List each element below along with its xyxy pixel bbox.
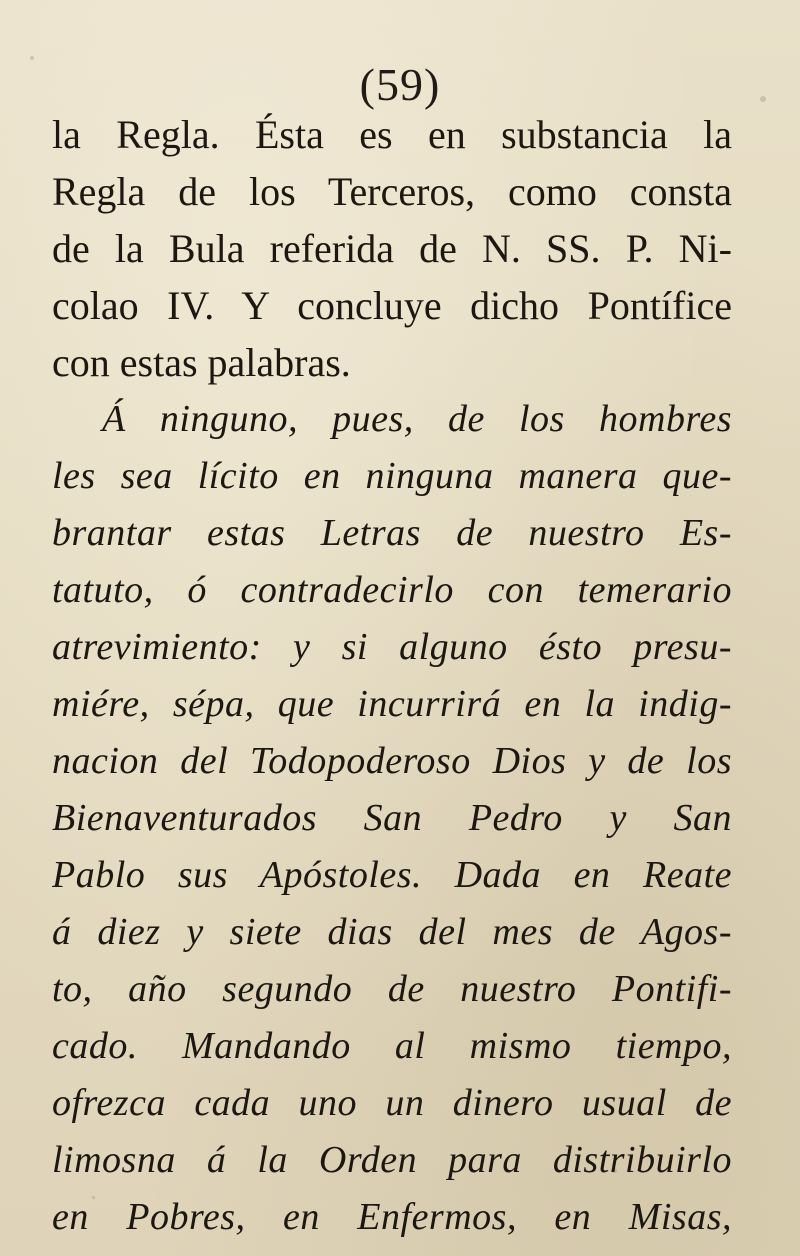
- text-line: cado. Mandando al mismo tiempo,: [52, 1025, 732, 1067]
- text-line: atrevimiento: y si alguno ésto presu-: [52, 626, 732, 668]
- text-line: brantar estas Letras de nuestro Es-: [52, 512, 732, 554]
- roman-paragraph: [52, 106, 732, 391]
- text-line: en Pobres, en Enfermos, en Misas,: [52, 1196, 732, 1238]
- text-line: nacion del Todopoderoso Dios y de los: [52, 740, 732, 782]
- text-line: Bienaventurados San Pedro y San: [52, 797, 732, 839]
- text-line: tatuto, ó contradecirlo con temerario: [52, 569, 732, 611]
- text-line: la Regla. Ésta es en substancia la: [52, 112, 732, 157]
- text-line: les sea lícito en ninguna manera que-: [52, 455, 732, 497]
- text-line: to, año segundo de nuestro Pontifi-: [52, 968, 732, 1010]
- text-line: á diez y siete dias del mes de Agos-: [52, 911, 732, 953]
- italic-quotation: [52, 391, 732, 1246]
- text-line: con estas palabras.: [52, 340, 351, 385]
- text-line: Á ninguno, pues, de los hombres: [102, 398, 732, 440]
- body-text: [52, 106, 732, 1246]
- text-line: limosna á la Orden para distribuirlo: [52, 1139, 732, 1181]
- text-line: ofrezca cada uno un dinero usual de: [52, 1082, 732, 1124]
- text-line: miére, sépa, que incurrirá en la indig-: [52, 683, 732, 725]
- page-number: (59): [359, 59, 441, 110]
- text-line: Regla de los Terceros, como consta: [52, 169, 732, 214]
- text-line: de la Bula referida de N. SS. P. Ni-: [52, 226, 732, 271]
- text-line: colao IV. Y concluye dicho Pontífice: [52, 283, 732, 328]
- text-line: Pablo sus Apóstoles. Dada en Reate: [52, 854, 732, 896]
